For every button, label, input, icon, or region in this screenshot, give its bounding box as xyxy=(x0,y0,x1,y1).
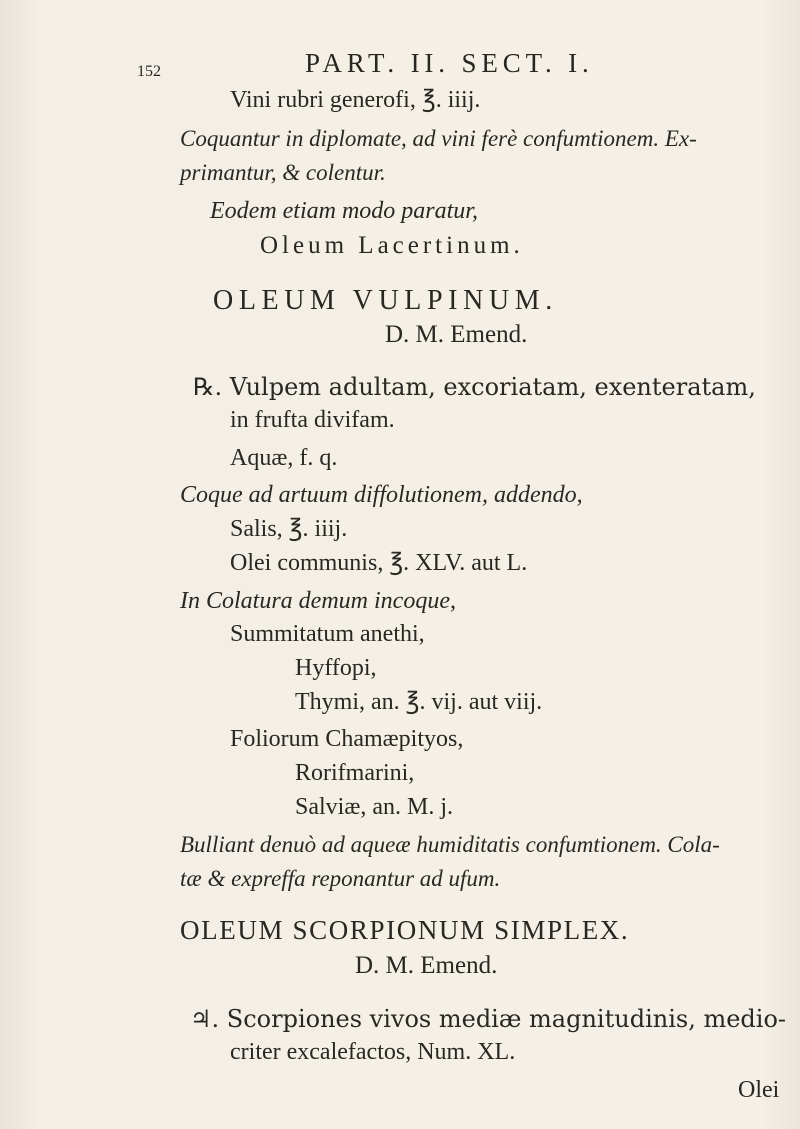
text-line: Salviæ, an. M. j. xyxy=(295,794,454,820)
text-line: Salis, ℥. iiij. xyxy=(230,516,348,542)
text-line: Aquæ, f. q. xyxy=(230,445,338,471)
text-line: Summitatum anethi, xyxy=(230,621,425,647)
text-line: D. M. Emend. xyxy=(355,952,498,979)
text-line: Coque ad artuum diffolutionem, addendo, xyxy=(180,482,583,508)
text-line: D. M. Emend. xyxy=(385,321,528,348)
page-number: 152 xyxy=(137,63,161,80)
text-line: Olei communis, ℥. XLV. aut L. xyxy=(230,550,528,576)
text-line: Foliorum Chamæpityos, xyxy=(230,726,464,752)
text-line: In Colatura demum incoque, xyxy=(180,588,456,614)
text-line: Coquantur in diplomate, ad vini ferè confumtionem. Ex- xyxy=(180,126,697,151)
text-line: ♃. Scorpiones vivos mediæ magnitudinis, medio- xyxy=(190,1005,787,1033)
text-line: tæ & expreffa reponantur ad ufum. xyxy=(180,866,501,891)
text-line: Vini rubri generofi, ℥. iiij. xyxy=(230,87,481,113)
text-line: primantur, & colentur. xyxy=(180,160,386,185)
section-heading: OLEUM SCORPIONUM SIMPLEX. xyxy=(180,915,630,945)
text-line: ℞. Vulpem adultam, excoriatam, exenteratam, xyxy=(193,373,756,401)
text-line: Thymi, an. ℥. vij. aut viij. xyxy=(295,689,543,715)
catchword: Olei xyxy=(738,1077,780,1103)
text-line: Oleum Lacertinum. xyxy=(260,232,524,259)
text-line: Bulliant denuò ad aqueæ humiditatis confumtionem. Cola- xyxy=(180,832,720,857)
text-line: Eodem etiam modo paratur, xyxy=(210,198,478,224)
text-line: Rorifmarini, xyxy=(295,760,415,786)
text-line: in frufta divifam. xyxy=(230,407,395,433)
running-title: PART. II. SECT. I. xyxy=(305,48,594,78)
text-line: Hyffopi, xyxy=(295,655,377,681)
text-line: criter excalefactos, Num. XL. xyxy=(230,1039,516,1065)
section-heading: OLEUM VULPINUM. xyxy=(213,285,558,316)
